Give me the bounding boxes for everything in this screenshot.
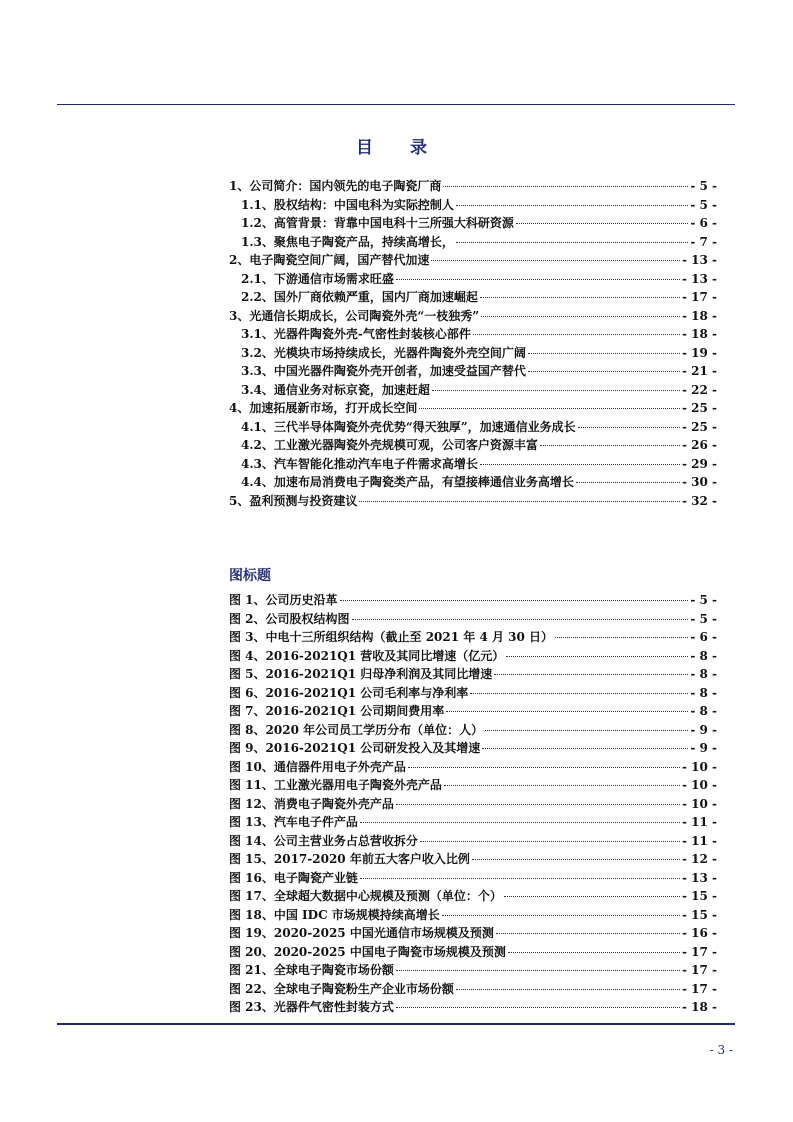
dot-leader [494, 674, 688, 675]
figure-entry[interactable] [229, 850, 717, 869]
toc-entry-label: 2.1、下游通信市场需求旺盛 [241, 271, 394, 286]
dot-leader [480, 464, 680, 465]
figure-entry-page: - 6 - [690, 630, 717, 644]
toc-entry-page: - 13 - [681, 253, 717, 267]
dot-leader [516, 223, 688, 224]
toc-entry-label: 1.2、高管背景：背靠中国电科十三所强大科研资源 [241, 216, 514, 230]
dot-leader [396, 804, 680, 805]
figure-entry[interactable] [229, 758, 717, 777]
page-number: - 3 - [709, 1043, 733, 1057]
toc-entry[interactable] [229, 251, 717, 270]
figure-entry-page: - 5 - [690, 593, 717, 607]
figures-title: 图标题 [229, 568, 271, 584]
figure-entry-label: 图 6、2016-2021Q1 公司毛利率与净利率 [229, 685, 469, 700]
dot-leader [540, 445, 680, 446]
footer-rule [57, 1023, 735, 1025]
figure-entry-page: - 11 - [681, 833, 717, 848]
figure-entry[interactable] [229, 665, 717, 684]
dot-leader [496, 933, 680, 934]
figure-entry[interactable] [229, 998, 717, 1017]
dot-leader [444, 785, 680, 786]
toc-entry[interactable] [229, 399, 717, 418]
figure-entry-label: 图 16、电子陶瓷产业链 [229, 870, 358, 885]
toc-entry-page: - 13 - [681, 271, 717, 286]
toc-entry[interactable] [229, 307, 717, 326]
toc-entry-label: 2、电子陶瓷空间广阔，国产替代加速 [229, 253, 430, 267]
dot-leader [352, 619, 689, 620]
figure-entry[interactable] [229, 832, 717, 851]
toc-entry[interactable] [229, 270, 717, 289]
figure-entry-page: - 8 - [690, 667, 717, 681]
figure-entry[interactable] [229, 943, 717, 962]
figure-entry[interactable] [229, 739, 717, 758]
figure-entry-page: - 17 - [681, 944, 717, 959]
toc-entry[interactable] [229, 436, 717, 455]
figure-entry-page: - 10 - [681, 796, 717, 811]
toc-entry-page: - 18 - [681, 327, 717, 341]
dot-leader [482, 748, 688, 749]
figure-entry-label: 图 12、消费电子陶瓷外壳产品 [229, 796, 394, 811]
dot-leader [340, 600, 689, 601]
figure-entry[interactable] [229, 647, 717, 666]
figure-entry[interactable] [229, 961, 717, 980]
figure-entry[interactable] [229, 887, 717, 906]
figure-entry-page: - 15 - [681, 889, 717, 903]
dot-leader [481, 316, 680, 317]
figure-entry-label: 图 3、中电十三所组织结构（截止至 2021 年 4 月 30 日） [229, 630, 554, 644]
dot-leader [555, 637, 688, 638]
dot-leader [432, 390, 680, 391]
toc-entry-label: 3.3、中国光器件陶瓷外壳开创者，加速受益国产替代 [241, 364, 526, 378]
figure-entry-page: - 17 - [681, 963, 717, 977]
toc-entry-page: - 5 - [690, 179, 717, 193]
toc-entry-page: - 18 - [681, 308, 717, 323]
dot-leader [442, 915, 680, 916]
toc-entry-page: - 17 - [681, 290, 717, 304]
figure-entry-page: - 8 - [690, 648, 717, 663]
dot-leader [419, 408, 680, 409]
header-rule [57, 104, 735, 105]
figure-entry[interactable] [229, 610, 717, 629]
dot-leader [456, 242, 688, 243]
dot-leader [396, 970, 680, 971]
figure-entry-label: 图 18、中国 IDC 市场规模持续高增长 [229, 907, 440, 922]
dot-leader [508, 952, 680, 953]
dot-leader [472, 859, 680, 860]
figure-entry-label: 图 21、全球电子陶瓷市场份额 [229, 963, 394, 977]
figure-entry-label: 图 11、工业激光器用电子陶瓷外壳产品 [229, 778, 442, 792]
figure-entry-page: - 16 - [681, 926, 717, 940]
dot-leader [443, 186, 688, 187]
figure-entry[interactable] [229, 813, 717, 832]
figure-entry-page: - 8 - [690, 685, 717, 700]
toc-entry-page: - 26 - [681, 438, 717, 452]
figure-entry-label: 图 8、2020 年公司员工学历分布（单位：人） [229, 722, 484, 737]
toc-entry-label: 1.3、聚焦电子陶瓷产品，持续高增长， [241, 234, 454, 249]
figure-entry[interactable] [229, 869, 717, 888]
toc-entry-label: 1、公司简介：国内领先的电子陶瓷厂商 [229, 179, 442, 193]
toc-entry-label: 2.2、国外厂商依赖严重，国内厂商加速崛起 [241, 290, 478, 304]
figure-entry-page: - 17 - [681, 981, 717, 996]
dot-leader [408, 767, 680, 768]
figure-entry[interactable] [229, 591, 717, 610]
figure-entry[interactable] [229, 684, 717, 703]
dot-leader [504, 896, 680, 897]
figure-entry-page: - 10 - [681, 778, 717, 792]
toc-entry[interactable] [229, 455, 717, 474]
figure-list [229, 591, 717, 1017]
dot-leader [360, 878, 680, 879]
figure-entry-label: 图 19、2020-2025 中国光通信市场规模及预测 [229, 926, 494, 940]
toc-list [229, 177, 717, 510]
toc-entry[interactable] [229, 362, 717, 381]
toc-entry[interactable] [229, 344, 717, 363]
toc-entry[interactable] [229, 233, 717, 252]
toc-entry-label: 4.4、加速布局消费电子陶瓷类产品，有望接棒通信业务高增长 [241, 475, 574, 489]
figure-entry[interactable] [229, 924, 717, 943]
figure-entry-page: - 12 - [681, 852, 717, 866]
dot-leader [446, 711, 688, 712]
dot-leader [396, 1007, 680, 1008]
toc-entry[interactable] [229, 214, 717, 233]
dot-leader [528, 353, 680, 354]
figure-entry[interactable] [229, 721, 717, 740]
toc-entry[interactable] [229, 196, 717, 215]
toc-entry-label: 4、加速拓展新市场，打开成长空间 [229, 401, 418, 415]
figure-entry-page: - 8 - [690, 704, 717, 718]
toc-entry-page: - 25 - [681, 401, 717, 415]
toc-entry-page: - 22 - [681, 382, 717, 397]
figure-entry-page: - 18 - [681, 1000, 717, 1014]
figure-entry-label: 图 9、2016-2021Q1 公司研发投入及其增速 [229, 741, 481, 755]
figure-entry-page: - 9 - [690, 741, 717, 755]
figure-entry-label: 图 13、汽车电子件产品 [229, 815, 358, 829]
toc-entry[interactable] [229, 473, 717, 492]
figure-entry-page: - 9 - [690, 722, 717, 737]
toc-entry-label: 1.1、股权结构：中国电科为实际控制人 [241, 197, 454, 212]
dot-leader [576, 482, 680, 483]
figure-entry-page: - 11 - [681, 815, 717, 829]
toc-entry[interactable] [229, 325, 717, 344]
figure-entry-label: 图 10、通信器件用电子外壳产品 [229, 759, 406, 774]
dot-leader [360, 822, 680, 823]
figure-entry-label: 图 1、公司历史沿革 [229, 593, 338, 607]
dot-leader [506, 656, 688, 657]
figure-entry-label: 图 23、光器件气密性封装方式 [229, 1000, 394, 1014]
figure-entry[interactable] [229, 702, 717, 721]
figure-entry[interactable] [229, 628, 717, 647]
toc-entry[interactable] [229, 418, 717, 437]
toc-entry-page: - 7 - [690, 234, 717, 249]
toc-entry-label: 3.1、光器件陶瓷外壳-气密性封装核心部件 [241, 327, 471, 341]
figure-entry-label: 图 5、2016-2021Q1 归母净利润及其同比增速 [229, 667, 493, 681]
toc-entry[interactable] [229, 381, 717, 400]
dot-leader [359, 501, 680, 502]
figure-entry-label: 图 7、2016-2021Q1 公司期间费用率 [229, 704, 445, 718]
toc-entry-label: 5、盈利预测与投资建议 [229, 493, 358, 508]
toc-entry-label: 4.3、汽车智能化推动汽车电子件需求高增长 [241, 456, 478, 471]
figure-entry-page: - 13 - [681, 870, 717, 885]
toc-entry-label: 4.1、三代半导体陶瓷外壳优势“得天独厚”，加速通信业务成长 [241, 419, 576, 434]
toc-entry[interactable] [229, 177, 717, 196]
figure-entry-label: 图 2、公司股权结构图 [229, 611, 350, 626]
dot-leader [431, 260, 680, 261]
figure-entry-page: - 10 - [681, 759, 717, 774]
toc-entry-page: - 21 - [681, 364, 717, 378]
dot-leader [456, 205, 688, 206]
toc-entry-page: - 25 - [681, 419, 717, 434]
dot-leader [578, 427, 680, 428]
figure-entry-label: 图 14、公司主营业务占总营收拆分 [229, 833, 418, 848]
dot-leader [470, 693, 688, 694]
toc-entry-page: - 32 - [681, 493, 717, 508]
toc-entry-label: 4.2、工业激光器陶瓷外壳规模可观，公司客户资源丰富 [241, 438, 538, 452]
toc-entry[interactable] [229, 288, 717, 307]
figure-entry-label: 图 15、2017-2020 年前五大客户收入比例 [229, 852, 470, 866]
figure-entry-label: 图 22、全球电子陶瓷粉生产企业市场份额 [229, 981, 454, 996]
figure-entry-label: 图 20、2020-2025 中国电子陶瓷市场规模及预测 [229, 944, 506, 959]
dot-leader [396, 279, 680, 280]
toc-entry-page: - 5 - [690, 197, 717, 212]
toc-entry-page: - 30 - [681, 475, 717, 489]
toc-entry-label: 3.2、光模块市场持续成长，光器件陶瓷外壳空间广阔 [241, 345, 526, 360]
toc-entry-page: - 19 - [681, 345, 717, 360]
dot-leader [480, 297, 680, 298]
dot-leader [420, 841, 680, 842]
figure-entry[interactable] [229, 980, 717, 999]
figure-entry[interactable] [229, 906, 717, 925]
figure-entry[interactable] [229, 776, 717, 795]
figure-entry-label: 图 4、2016-2021Q1 营收及其同比增速（亿元） [229, 648, 505, 663]
toc-entry-label: 3、光通信长期成长，公司陶瓷外壳“一枝独秀” [229, 308, 480, 323]
toc-entry-page: - 29 - [681, 456, 717, 471]
figure-entry-label: 图 17、全球超大数据中心规模及预测（单位：个） [229, 889, 502, 903]
figure-entry[interactable] [229, 795, 717, 814]
figure-entry-page: - 5 - [690, 611, 717, 626]
dot-leader [485, 730, 688, 731]
dot-leader [456, 989, 680, 990]
dot-leader [528, 371, 680, 372]
toc-entry-label: 3.4、通信业务对标京瓷，加速赶超 [241, 382, 430, 397]
toc-title: 目 录 [356, 138, 437, 158]
toc-entry-page: - 6 - [690, 216, 717, 230]
dot-leader [473, 334, 680, 335]
toc-entry[interactable] [229, 492, 717, 511]
figure-entry-page: - 15 - [681, 907, 717, 922]
